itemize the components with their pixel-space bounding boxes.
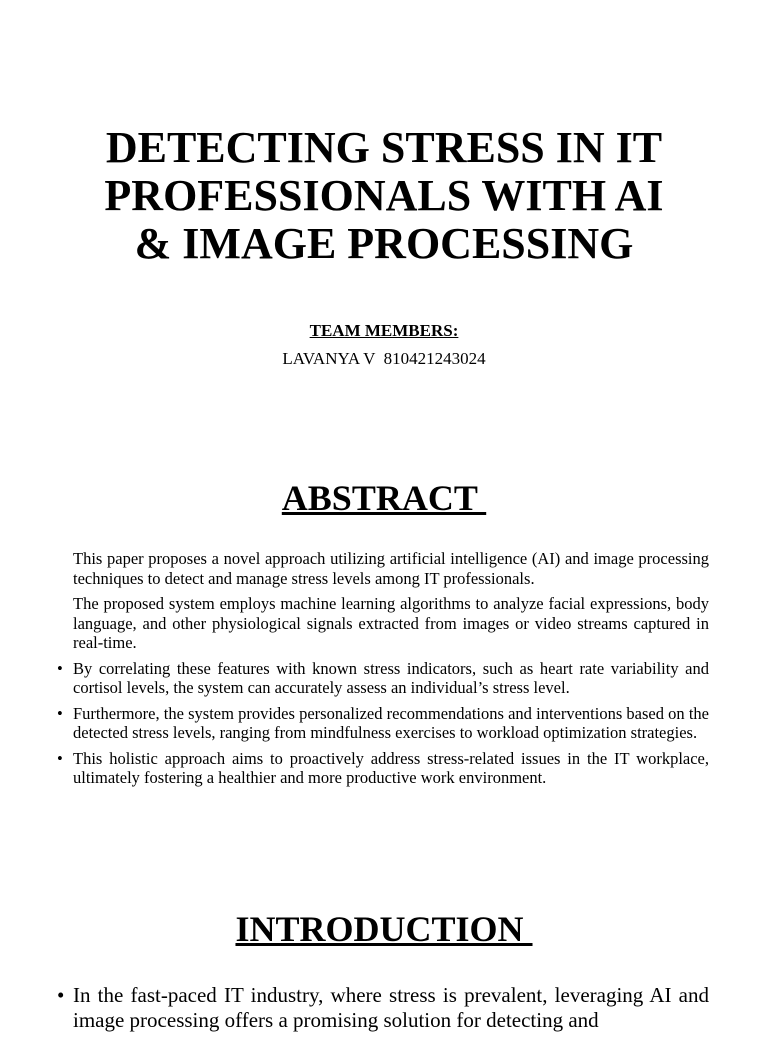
abstract-bullet: • Furthermore, the system provides personalized recommendations and interventions based on the detected stress levels, ranging from mindfulness exercises to workload optimization strategies. [57,704,709,743]
introduction-body [57,983,709,1039]
title-line: & IMAGE PROCESSING [134,219,634,268]
abstract-bullet: • By correlating these features with known stress indicators, such as heart rate variability and cortisol levels, the system can accurately assess an individual’s stress level. [57,659,709,698]
abstract-body [57,549,709,794]
abstract-paragraph: The proposed system employs machine learning algorithms to analyze facial expressions, body language, and other physiological signals extracted from images or video streams captured in real-time. [73,594,709,652]
abstract-heading: ABSTRACT [281,478,487,518]
introduction-bullet: • In the fast-paced IT industry, where stress is prevalent, leveraging AI and image processing offers a promising solution for detecting and [57,983,709,1033]
team-members-heading: TEAM MEMBERS: [309,321,459,340]
abstract-paragraph: This paper proposes a novel approach utilizing artificial intelligence (AI) and image processing techniques to detect and manage stress levels among IT professionals. [73,549,709,588]
abstract-bullet: • This holistic approach aims to proactively address stress-related issues in the IT workplace, ultimately fostering a healthier and more productive work environment. [57,749,709,788]
document-title [0,124,768,268]
title-line: PROFESSIONALS WITH AI [104,171,664,220]
title-line: DETECTING STRESS IN IT [105,123,663,172]
introduction-heading: INTRODUCTION [235,909,533,949]
team-member: LAVANYA V 810421243024 [282,349,486,368]
